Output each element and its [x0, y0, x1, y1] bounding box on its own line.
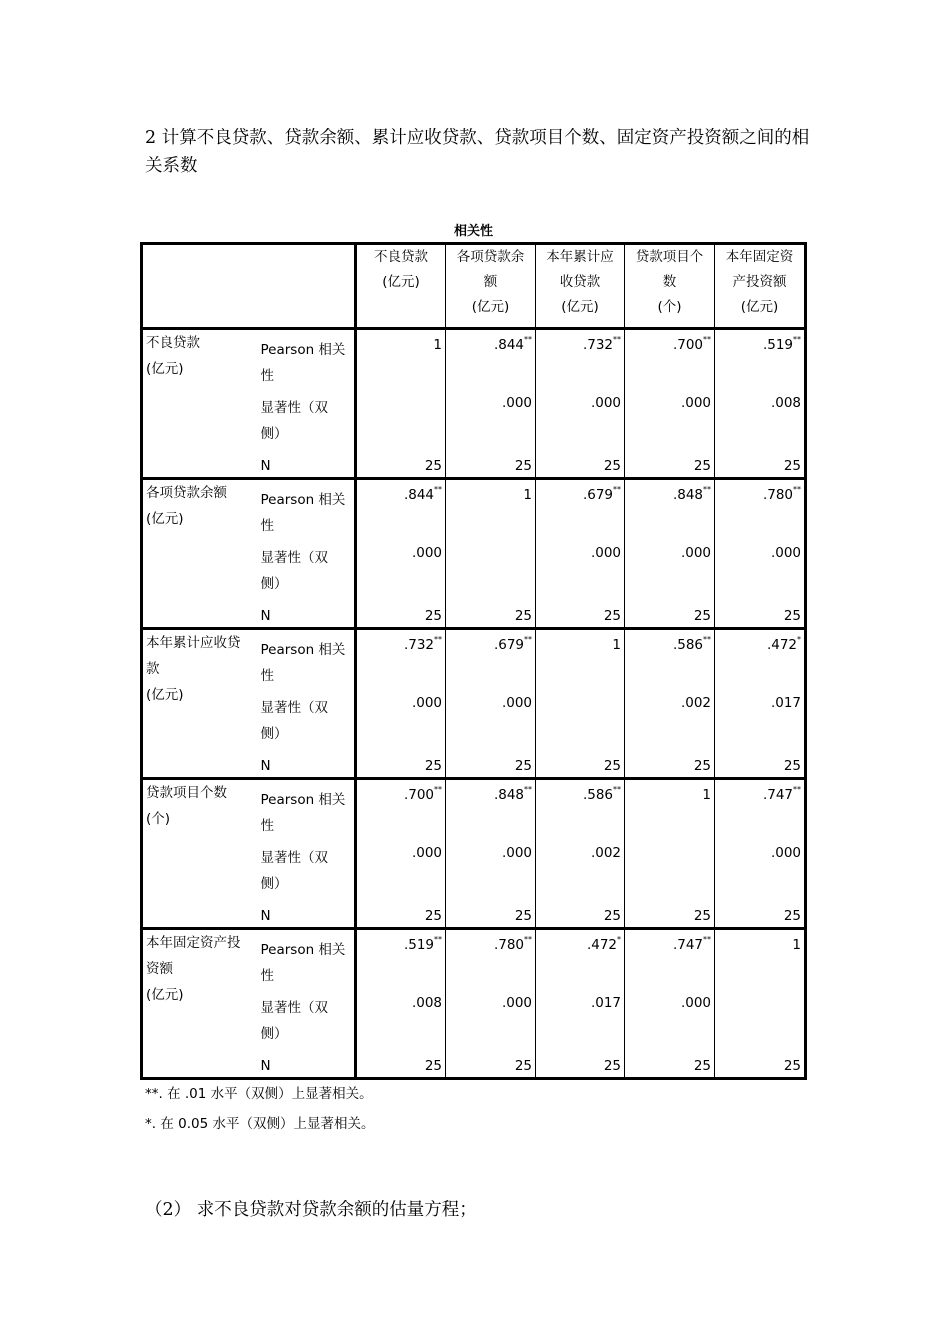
column-header — [625, 244, 715, 329]
header-corner — [142, 244, 258, 329]
text-line: 侧） — [260, 426, 288, 442]
text-line: 显著性（双 — [260, 400, 328, 416]
pearson-value — [625, 929, 715, 990]
row-label — [142, 929, 258, 1079]
sig-value: .000 — [625, 989, 715, 1055]
n-value: 25 — [446, 455, 536, 479]
stat-label-pearson — [258, 479, 356, 540]
n-value: 25 — [625, 1055, 715, 1079]
pearson-value — [446, 779, 536, 840]
n-value: 25 — [446, 905, 536, 929]
text-line: (亿元) — [382, 274, 420, 290]
stat-label-pearson — [258, 329, 356, 390]
coefficient: 1 — [702, 787, 711, 803]
sig-value — [536, 689, 625, 755]
coefficient: .732 — [582, 337, 613, 353]
stat-label-pearson — [258, 779, 356, 840]
coefficient: 1 — [433, 337, 442, 353]
sig-value: .017 — [715, 689, 806, 755]
n-value: 25 — [356, 455, 446, 479]
pearson-value — [715, 329, 806, 390]
row-label — [142, 329, 258, 479]
correlation-table — [140, 242, 807, 1080]
sig-value — [446, 539, 536, 605]
n-value: 25 — [715, 755, 806, 779]
n-value: 25 — [715, 905, 806, 929]
text-line: 不良贷款 — [374, 249, 428, 265]
significance-mark: * — [617, 935, 621, 944]
text-line: 性 — [260, 968, 274, 984]
sig-value: .000 — [715, 539, 806, 605]
text-line: 侧） — [260, 876, 288, 892]
coefficient: .472 — [766, 637, 797, 653]
stat-label-sig — [258, 389, 356, 455]
table-row — [142, 329, 806, 390]
coefficient: .700 — [672, 337, 703, 353]
pearson-value — [715, 479, 806, 540]
significance-mark: ** — [613, 485, 621, 494]
pearson-value — [446, 479, 536, 540]
n-value: 25 — [536, 455, 625, 479]
text-line: 各项贷款余额 — [146, 485, 227, 501]
text-line: 本年累计应 — [546, 249, 614, 265]
column-header — [715, 244, 806, 329]
n-value: 25 — [715, 605, 806, 629]
row-label — [142, 779, 258, 929]
text-line: 侧） — [260, 576, 288, 592]
significance-mark: ** — [434, 485, 442, 494]
significance-mark: ** — [434, 785, 442, 794]
text-line: 显著性（双 — [260, 1000, 328, 1016]
pearson-value — [446, 629, 536, 690]
column-header — [446, 244, 536, 329]
significance-mark: ** — [703, 335, 711, 344]
text-line: 性 — [260, 668, 274, 684]
text-line: (亿元) — [561, 299, 599, 315]
coefficient: .780 — [762, 487, 793, 503]
sig-value: .000 — [356, 539, 446, 605]
table-body — [142, 329, 806, 1079]
sig-value — [625, 839, 715, 905]
n-value: 25 — [356, 1055, 446, 1079]
coefficient: .732 — [403, 637, 434, 653]
pearson-value — [715, 779, 806, 840]
coefficient: .519 — [762, 337, 793, 353]
sig-value: .000 — [356, 689, 446, 755]
text-line: 款 — [146, 661, 160, 677]
text-line: (亿元) — [146, 361, 184, 377]
stat-label-pearson — [258, 629, 356, 690]
stat-label-sig — [258, 989, 356, 1055]
n-value: 25 — [356, 755, 446, 779]
n-value: 25 — [536, 905, 625, 929]
text-line: Pearson 相关 — [260, 642, 346, 658]
significance-mark: ** — [793, 785, 801, 794]
significance-mark: ** — [524, 935, 532, 944]
text-line: 贷款项目个数 — [146, 785, 227, 801]
pearson-value — [356, 479, 446, 540]
significance-mark: ** — [703, 635, 711, 644]
text-line: 资额 — [146, 961, 173, 977]
pearson-value — [356, 629, 446, 690]
sig-value: .000 — [536, 389, 625, 455]
stat-label-n: N — [258, 455, 356, 479]
coefficient: .519 — [403, 937, 434, 953]
text-line: 本年累计应收贷 — [146, 635, 241, 651]
table-row — [142, 479, 806, 540]
text-line: 各项贷款余 — [456, 249, 525, 265]
n-value: 25 — [536, 755, 625, 779]
significance-mark: ** — [434, 935, 442, 944]
n-value: 25 — [625, 755, 715, 779]
significance-mark: ** — [613, 335, 621, 344]
text-line: 显著性（双 — [260, 700, 328, 716]
coefficient: .844 — [403, 487, 434, 503]
row-label — [142, 629, 258, 779]
significance-mark: ** — [793, 335, 801, 344]
text-line: 侧） — [260, 1026, 288, 1042]
table-header-row — [142, 244, 806, 329]
sig-value: .000 — [715, 839, 806, 905]
text-line: Pearson 相关 — [260, 342, 346, 358]
pearson-value — [536, 479, 625, 540]
sig-value: .000 — [446, 689, 536, 755]
stat-label-sig — [258, 839, 356, 905]
significance-mark: ** — [524, 335, 532, 344]
n-value: 25 — [446, 605, 536, 629]
pearson-value — [446, 929, 536, 990]
pearson-value — [536, 779, 625, 840]
n-value: 25 — [625, 455, 715, 479]
text-line: Pearson 相关 — [260, 942, 346, 958]
n-value: 25 — [536, 605, 625, 629]
sig-value: .008 — [715, 389, 806, 455]
text-line: 本年固定资 — [725, 249, 794, 265]
coefficient: .679 — [582, 487, 613, 503]
text-line: (亿元) — [146, 511, 184, 527]
significance-mark: ** — [793, 485, 801, 494]
text-line: (个) — [146, 811, 171, 827]
table-row — [142, 779, 806, 840]
column-header — [356, 244, 446, 329]
n-value: 25 — [625, 905, 715, 929]
significance-mark: ** — [524, 785, 532, 794]
stat-label-n: N — [258, 755, 356, 779]
text-line: Pearson 相关 — [260, 492, 346, 508]
text-line: 性 — [260, 368, 274, 384]
pearson-value — [625, 329, 715, 390]
sig-value: .000 — [625, 539, 715, 605]
text-line: 性 — [260, 518, 274, 534]
table-row — [142, 629, 806, 690]
text-line: 性 — [260, 818, 274, 834]
sig-value: .002 — [625, 689, 715, 755]
coefficient: 1 — [523, 487, 532, 503]
stat-label-n: N — [258, 905, 356, 929]
stat-label-sig — [258, 539, 356, 605]
coefficient: 1 — [792, 937, 801, 953]
coefficient: .700 — [403, 787, 434, 803]
pearson-value — [625, 479, 715, 540]
coefficient: .780 — [493, 937, 524, 953]
text-line: (亿元) — [740, 299, 779, 315]
pearson-value — [446, 329, 536, 390]
footnote-significance-01: **. 在 .01 水平（双侧）上显著相关。 — [145, 1086, 373, 1102]
table-row — [142, 929, 806, 990]
pearson-value — [536, 629, 625, 690]
text-line: 显著性（双 — [260, 550, 328, 566]
significance-mark: ** — [524, 635, 532, 644]
n-value: 25 — [446, 755, 536, 779]
header-corner-2 — [258, 244, 356, 329]
pearson-value — [536, 329, 625, 390]
sig-value — [715, 989, 806, 1055]
sig-value: .008 — [356, 989, 446, 1055]
pearson-value — [356, 929, 446, 990]
stat-label-n: N — [258, 1055, 356, 1079]
coefficient: .848 — [672, 487, 703, 503]
pearson-value — [536, 929, 625, 990]
stat-label-pearson — [258, 929, 356, 990]
text-line: 显著性（双 — [260, 850, 328, 866]
sig-value: .000 — [446, 839, 536, 905]
text-line: 贷款项目个 — [635, 249, 704, 265]
pearson-value — [625, 779, 715, 840]
pearson-value — [625, 629, 715, 690]
text-line: 侧） — [260, 726, 288, 742]
significance-mark: ** — [703, 935, 711, 944]
coefficient: .848 — [493, 787, 524, 803]
section-heading: 2 计算不良贷款、贷款余额、累计应收贷款、贷款项目个数、固定资产投资额之间的相关系数 — [145, 128, 810, 176]
text-line: (个) — [657, 299, 682, 315]
column-header — [536, 244, 625, 329]
n-value: 25 — [625, 605, 715, 629]
n-value: 25 — [715, 1055, 806, 1079]
coefficient: 1 — [612, 637, 621, 653]
sig-value: .000 — [446, 389, 536, 455]
text-line: 本年固定资产投 — [146, 935, 241, 951]
text-line: 收贷款 — [559, 274, 601, 290]
pearson-value — [715, 629, 806, 690]
n-value: 25 — [446, 1055, 536, 1079]
text-line: (亿元) — [146, 987, 184, 1003]
stat-label-sig — [258, 689, 356, 755]
coefficient: .747 — [672, 937, 703, 953]
pearson-value — [356, 779, 446, 840]
pearson-value — [356, 329, 446, 390]
stat-label-n: N — [258, 605, 356, 629]
pearson-value — [715, 929, 806, 990]
question-heading: （2） 求不良贷款对贷款余额的估量方程； — [145, 1200, 477, 1220]
significance-mark: ** — [703, 485, 711, 494]
coefficient: .679 — [493, 637, 524, 653]
n-value: 25 — [356, 605, 446, 629]
row-label — [142, 479, 258, 629]
significance-mark: ** — [613, 785, 621, 794]
text-line: 数 — [662, 274, 677, 290]
sig-value: .000 — [446, 989, 536, 1055]
coefficient: .747 — [762, 787, 793, 803]
text-line: Pearson 相关 — [260, 792, 346, 808]
text-line: (亿元) — [146, 687, 184, 703]
sig-value: .017 — [536, 989, 625, 1055]
n-value: 25 — [356, 905, 446, 929]
text-line: 不良贷款 — [146, 335, 200, 351]
sig-value — [356, 389, 446, 455]
coefficient: .844 — [493, 337, 524, 353]
text-line: 产投资额 — [732, 274, 787, 290]
footnote-significance-05: *. 在 0.05 水平（双侧）上显著相关。 — [145, 1116, 375, 1132]
coefficient: .472 — [586, 937, 617, 953]
significance-mark: * — [797, 635, 801, 644]
sig-value: .000 — [356, 839, 446, 905]
text-line: (亿元) — [471, 299, 510, 315]
table-title: 相关性 — [453, 224, 493, 239]
significance-mark: ** — [434, 635, 442, 644]
n-value: 25 — [715, 455, 806, 479]
coefficient: .586 — [672, 637, 703, 653]
sig-value: .002 — [536, 839, 625, 905]
sig-value: .000 — [536, 539, 625, 605]
n-value: 25 — [536, 1055, 625, 1079]
text-line: 额 — [483, 274, 498, 290]
sig-value: .000 — [625, 389, 715, 455]
coefficient: .586 — [582, 787, 613, 803]
